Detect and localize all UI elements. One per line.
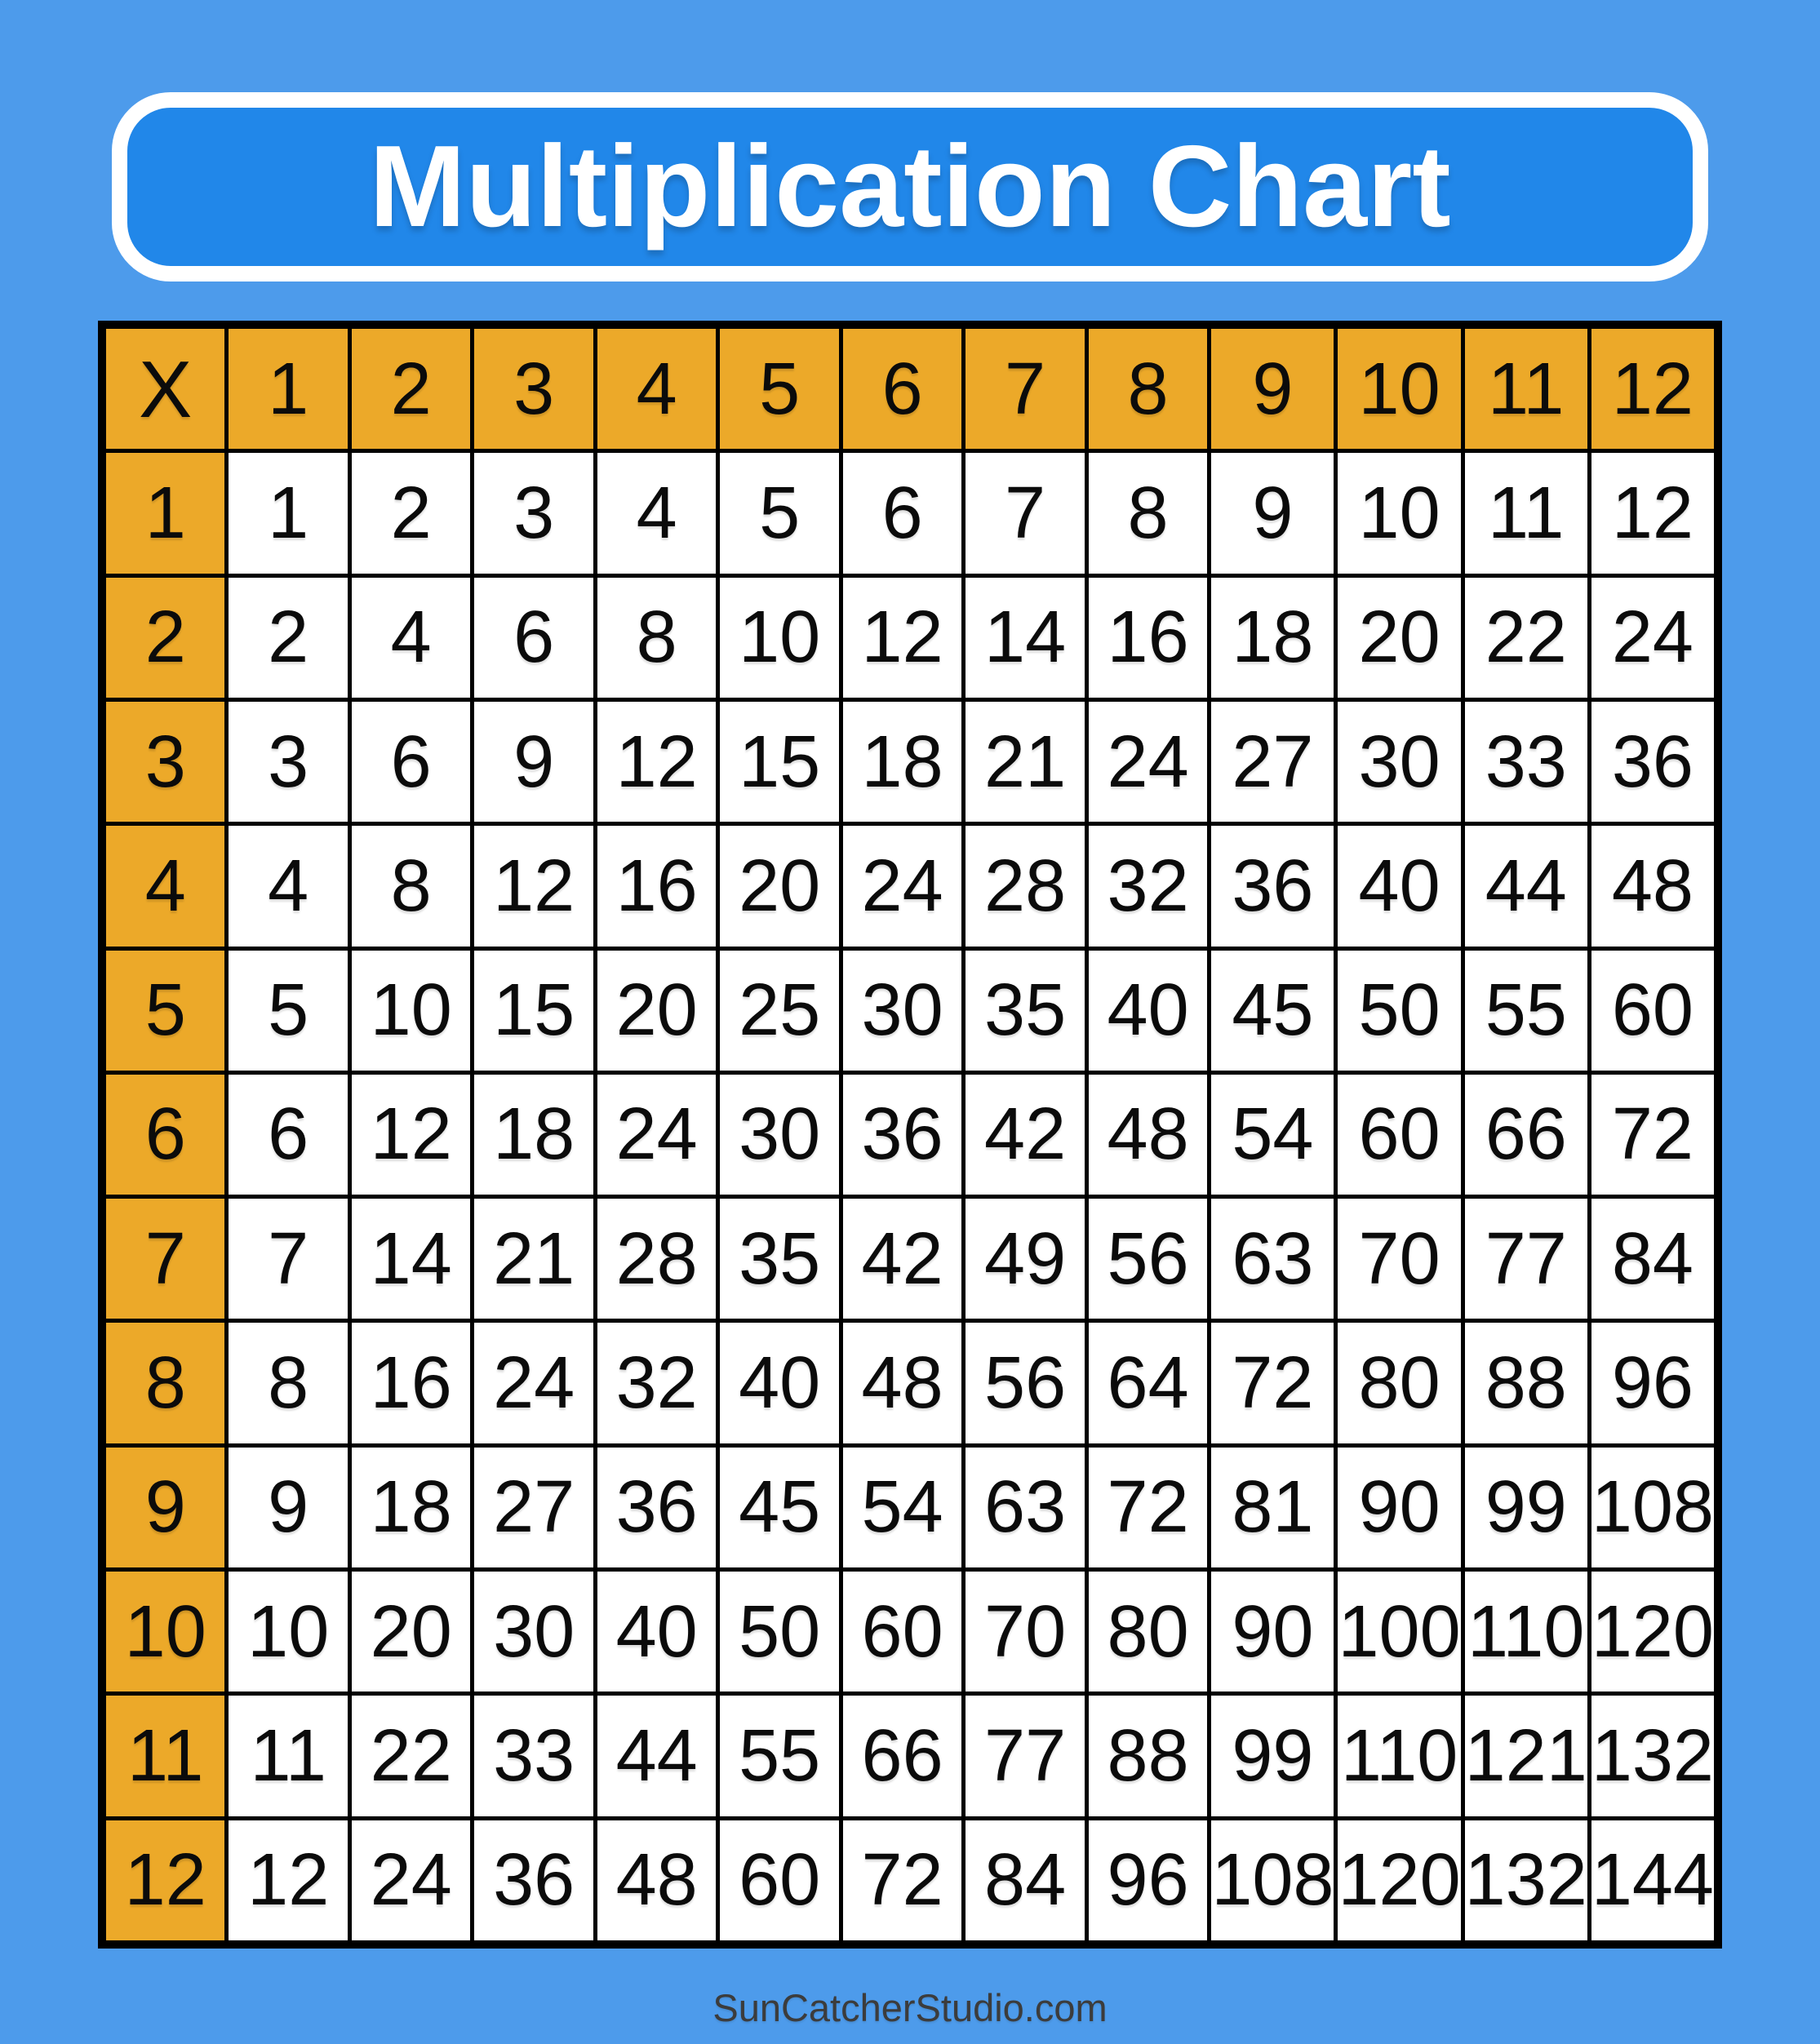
product-cell: 63: [1211, 1199, 1334, 1319]
product-cell: 16: [1089, 578, 1207, 698]
product-cell: 3: [229, 702, 347, 822]
product-cell: 99: [1465, 1448, 1587, 1567]
product-cell: 20: [352, 1572, 470, 1692]
product-cell: 8: [1089, 453, 1207, 573]
product-cell: 120: [1338, 1820, 1460, 1940]
product-cell: 20: [597, 951, 716, 1071]
product-cell: 10: [352, 951, 470, 1071]
product-cell: 66: [843, 1696, 961, 1816]
product-cell: 22: [1465, 578, 1587, 698]
product-cell: 55: [720, 1696, 838, 1816]
product-cell: 121: [1465, 1696, 1587, 1816]
product-cell: 14: [965, 578, 1084, 698]
product-cell: 81: [1211, 1448, 1334, 1567]
page-title: Multiplication Chart: [369, 122, 1451, 251]
product-cell: 12: [352, 1075, 470, 1195]
product-cell: 70: [965, 1572, 1084, 1692]
column-header-cell: 10: [1338, 329, 1460, 449]
product-cell: 54: [1211, 1075, 1334, 1195]
product-cell: 6: [352, 702, 470, 822]
product-cell: 36: [597, 1448, 716, 1567]
product-cell: 22: [352, 1696, 470, 1816]
row-header-cell: 5: [106, 951, 224, 1071]
product-cell: 35: [965, 951, 1084, 1071]
product-cell: 36: [843, 1075, 961, 1195]
product-cell: 18: [843, 702, 961, 822]
product-cell: 110: [1465, 1572, 1587, 1692]
product-cell: 110: [1338, 1696, 1460, 1816]
product-cell: 66: [1465, 1075, 1587, 1195]
product-cell: 72: [843, 1820, 961, 1940]
product-cell: 15: [720, 702, 838, 822]
product-cell: 32: [1089, 826, 1207, 946]
product-cell: 132: [1465, 1820, 1587, 1940]
product-cell: 4: [597, 453, 716, 573]
product-cell: 70: [1338, 1199, 1460, 1319]
column-header-cell: 7: [965, 329, 1084, 449]
product-cell: 77: [1465, 1199, 1587, 1319]
product-cell: 84: [965, 1820, 1084, 1940]
product-cell: 90: [1338, 1448, 1460, 1567]
product-cell: 8: [352, 826, 470, 946]
product-cell: 108: [1211, 1820, 1334, 1940]
product-cell: 108: [1591, 1448, 1714, 1567]
row-header-cell: 4: [106, 826, 224, 946]
product-cell: 6: [843, 453, 961, 573]
product-cell: 42: [965, 1075, 1084, 1195]
product-cell: 33: [1465, 702, 1587, 822]
product-cell: 25: [720, 951, 838, 1071]
product-cell: 48: [843, 1323, 961, 1443]
product-cell: 21: [965, 702, 1084, 822]
column-header-cell: 6: [843, 329, 961, 449]
product-cell: 36: [474, 1820, 593, 1940]
product-cell: 96: [1089, 1820, 1207, 1940]
product-cell: 80: [1089, 1572, 1207, 1692]
product-cell: 18: [352, 1448, 470, 1567]
row-header-cell: 9: [106, 1448, 224, 1567]
row-header-cell: 1: [106, 453, 224, 573]
product-cell: 50: [720, 1572, 838, 1692]
product-cell: 45: [720, 1448, 838, 1567]
product-cell: 24: [1591, 578, 1714, 698]
product-cell: 42: [843, 1199, 961, 1319]
product-cell: 90: [1211, 1572, 1334, 1692]
column-header-cell: 4: [597, 329, 716, 449]
column-header-cell: 8: [1089, 329, 1207, 449]
product-cell: 30: [1338, 702, 1460, 822]
product-cell: 15: [474, 951, 593, 1071]
product-cell: 7: [229, 1199, 347, 1319]
product-cell: 27: [474, 1448, 593, 1567]
product-cell: 40: [597, 1572, 716, 1692]
row-header-cell: 7: [106, 1199, 224, 1319]
product-cell: 8: [229, 1323, 347, 1443]
product-cell: 49: [965, 1199, 1084, 1319]
product-cell: 9: [474, 702, 593, 822]
product-cell: 12: [843, 578, 961, 698]
product-cell: 24: [597, 1075, 716, 1195]
product-cell: 12: [474, 826, 593, 946]
footer-credit: SunCatcherStudio.com: [712, 1986, 1108, 2029]
product-cell: 60: [720, 1820, 838, 1940]
product-cell: 9: [1211, 453, 1334, 573]
product-cell: 48: [1591, 826, 1714, 946]
column-header-cell: 9: [1211, 329, 1334, 449]
product-cell: 5: [720, 453, 838, 573]
product-cell: 1: [229, 453, 347, 573]
product-cell: 35: [720, 1199, 838, 1319]
column-header-cell: 12: [1591, 329, 1714, 449]
product-cell: 20: [1338, 578, 1460, 698]
product-cell: 5: [229, 951, 347, 1071]
product-cell: 84: [1591, 1199, 1714, 1319]
product-cell: 40: [1338, 826, 1460, 946]
product-cell: 11: [1465, 453, 1587, 573]
product-cell: 24: [352, 1820, 470, 1940]
product-cell: 80: [1338, 1323, 1460, 1443]
row-header-cell: 10: [106, 1572, 224, 1692]
product-cell: 28: [965, 826, 1084, 946]
product-cell: 18: [1211, 578, 1334, 698]
row-header-cell: 12: [106, 1820, 224, 1940]
product-cell: 54: [843, 1448, 961, 1567]
product-cell: 16: [352, 1323, 470, 1443]
product-cell: 72: [1591, 1075, 1714, 1195]
product-cell: 24: [1089, 702, 1207, 822]
product-cell: 36: [1591, 702, 1714, 822]
product-cell: 88: [1089, 1696, 1207, 1816]
multiplication-grid: [106, 329, 1714, 1940]
product-cell: 6: [229, 1075, 347, 1195]
column-header-cell: 11: [1465, 329, 1587, 449]
product-cell: 9: [229, 1448, 347, 1567]
product-cell: 72: [1211, 1323, 1334, 1443]
product-cell: 56: [1089, 1199, 1207, 1319]
row-header-cell: 8: [106, 1323, 224, 1443]
product-cell: 120: [1591, 1572, 1714, 1692]
product-cell: 30: [720, 1075, 838, 1195]
product-cell: 45: [1211, 951, 1334, 1071]
product-cell: 10: [229, 1572, 347, 1692]
product-cell: 100: [1338, 1572, 1460, 1692]
product-cell: 56: [965, 1323, 1084, 1443]
column-header-cell: 5: [720, 329, 838, 449]
product-cell: 50: [1338, 951, 1460, 1071]
product-cell: 36: [1211, 826, 1334, 946]
product-cell: 14: [352, 1199, 470, 1319]
product-cell: 77: [965, 1696, 1084, 1816]
product-cell: 99: [1211, 1696, 1334, 1816]
product-cell: 16: [597, 826, 716, 946]
product-cell: 20: [720, 826, 838, 946]
product-cell: 10: [720, 578, 838, 698]
product-cell: 33: [474, 1696, 593, 1816]
product-cell: 27: [1211, 702, 1334, 822]
product-cell: 64: [1089, 1323, 1207, 1443]
product-cell: 96: [1591, 1323, 1714, 1443]
corner-cell: X: [106, 329, 224, 449]
row-header-cell: 2: [106, 578, 224, 698]
product-cell: 48: [597, 1820, 716, 1940]
product-cell: 7: [965, 453, 1084, 573]
multiplication-table: [98, 321, 1722, 1949]
product-cell: 63: [965, 1448, 1084, 1567]
product-cell: 40: [1089, 951, 1207, 1071]
product-cell: 30: [843, 951, 961, 1071]
title-banner: [112, 92, 1708, 282]
product-cell: 30: [474, 1572, 593, 1692]
product-cell: 4: [352, 578, 470, 698]
product-cell: 2: [352, 453, 470, 573]
product-cell: 12: [229, 1820, 347, 1940]
product-cell: 18: [474, 1075, 593, 1195]
product-cell: 6: [474, 578, 593, 698]
product-cell: 2: [229, 578, 347, 698]
product-cell: 10: [1338, 453, 1460, 573]
product-cell: 60: [1591, 951, 1714, 1071]
product-cell: 11: [229, 1696, 347, 1816]
product-cell: 32: [597, 1323, 716, 1443]
column-header-cell: 2: [352, 329, 470, 449]
product-cell: 40: [720, 1323, 838, 1443]
product-cell: 8: [597, 578, 716, 698]
product-cell: 55: [1465, 951, 1587, 1071]
product-cell: 60: [843, 1572, 961, 1692]
product-cell: 12: [597, 702, 716, 822]
product-cell: 44: [1465, 826, 1587, 946]
product-cell: 48: [1089, 1075, 1207, 1195]
product-cell: 88: [1465, 1323, 1587, 1443]
row-header-cell: 11: [106, 1696, 224, 1816]
product-cell: 132: [1591, 1696, 1714, 1816]
product-cell: 44: [597, 1696, 716, 1816]
product-cell: 24: [474, 1323, 593, 1443]
row-header-cell: 6: [106, 1075, 224, 1195]
product-cell: 4: [229, 826, 347, 946]
product-cell: 3: [474, 453, 593, 573]
row-header-cell: 3: [106, 702, 224, 822]
column-header-cell: 1: [229, 329, 347, 449]
product-cell: 28: [597, 1199, 716, 1319]
product-cell: 144: [1591, 1820, 1714, 1940]
product-cell: 72: [1089, 1448, 1207, 1567]
product-cell: 60: [1338, 1075, 1460, 1195]
product-cell: 21: [474, 1199, 593, 1319]
product-cell: 12: [1591, 453, 1714, 573]
product-cell: 24: [843, 826, 961, 946]
column-header-cell: 3: [474, 329, 593, 449]
